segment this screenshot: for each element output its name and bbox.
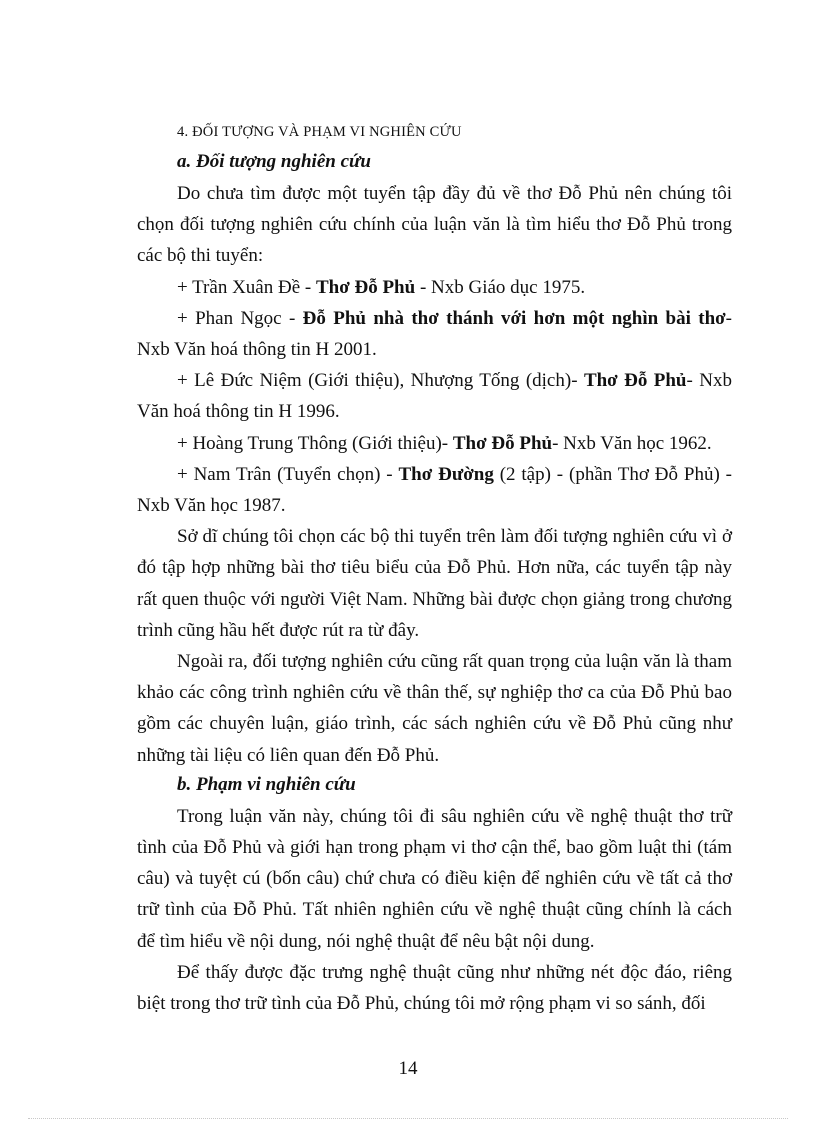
item-publisher: - Nxb Văn hoá thông tin H 1996. [137, 370, 732, 423]
item-author: + Hoàng Trung Thông (Giới thiệu)- [177, 432, 453, 454]
paragraph-scope: Trong luận văn này, chúng tôi đi sâu nghiên cứu về nghệ thuật thơ trữ tình của Đỗ Phủ và giới hạn trong phạm vi thơ cận thể, bao gồm luật thi (tám câu) và tuyệt cú (bốn câu) chứ chưa có điều kiện để nghiên cứu về tất cả thơ trữ tình của Đỗ Phủ. Tất nhiên nghiên cứu về nghệ thuật cũng chính là cách để tìm hiểu về nội dung, nói nghệ thuật để nêu bật nội dung. [137, 805, 732, 952]
item-publisher: - Nxb Văn học 1962. [552, 432, 712, 454]
item-title: Thơ Đường [398, 463, 494, 485]
subheading-doi-tuong: a. Đối tượng nghiên cứu [177, 151, 371, 172]
item-title: Đỗ Phủ nhà thơ thánh với hơn một nghìn bài thơ [302, 307, 726, 329]
list-item [137, 272, 732, 303]
list-item [137, 459, 732, 521]
item-publisher: - Nxb Giáo dục 1975. [415, 276, 586, 298]
page-content [137, 120, 732, 1019]
item-title: Thơ Đỗ Phủ [452, 432, 553, 454]
paragraph-reason: Sở dĩ chúng tôi chọn các bộ thi tuyển trên làm đối tượng nghiên cứu vì ở đó tập hợp những bài thơ tiêu biểu của Đỗ Phủ. Hơn nữa, các tuyển tập này rất quen thuộc với người Việt Nam. Những bài được chọn giảng trong chương trình cũng hầu hết được rút ra từ đây. [137, 526, 732, 641]
item-title: Thơ Đỗ Phủ [315, 276, 416, 298]
page-bottom-divider [28, 1118, 788, 1119]
item-publisher: (2 tập) - (phần Thơ Đỗ Phủ) - Nxb Văn học 1987. [137, 463, 732, 517]
section-heading: 4. ĐỐI TƯỢNG VÀ PHẠM VI NGHIÊN CỨU [177, 124, 462, 140]
page-number: 14 [398, 1058, 418, 1079]
item-publisher: - Nxb Văn hoá thông tin H 2001. [137, 307, 732, 361]
subheading-pham-vi: b. Phạm vi nghiên cứu [177, 773, 356, 795]
item-author: + Nam Trân (Tuyển chọn) - [177, 463, 399, 485]
item-author: + Phan Ngọc - [177, 307, 303, 329]
paragraph-additional: Ngoài ra, đối tượng nghiên cứu cũng rất quan trọng của luận văn là tham khảo các công trình nghiên cứu về thân thế, sự nghiệp thơ ca của Đỗ Phủ bao gồm các chuyên luận, giáo trình, các sách nghiên cứu về Đỗ Phủ cũng như những tài liệu có liên quan đến Đỗ Phủ. [137, 651, 732, 766]
item-author: + Trần Xuân Đề - [177, 276, 316, 298]
item-author: + Lê Đức Niệm (Giới thiệu), Nhượng Tống (dịch)- [177, 370, 584, 392]
list-item [137, 428, 732, 459]
item-title: Thơ Đỗ Phủ [583, 370, 687, 392]
paragraph-intro: Do chưa tìm được một tuyển tập đầy đủ về thơ Đỗ Phủ nên chúng tôi chọn đối tượng nghiên cứu chính của luận văn là tìm hiểu thơ Đỗ Phủ trong các bộ thi tuyển: [137, 183, 732, 267]
list-item [137, 303, 732, 365]
paragraph-scope-continued: Để thấy được đặc trưng nghệ thuật cũng như những nét độc đáo, riêng biệt trong thơ trữ tình của Đỗ Phủ, chúng tôi mở rộng phạm vi so sánh, đối [137, 961, 732, 1015]
list-item [137, 365, 732, 427]
